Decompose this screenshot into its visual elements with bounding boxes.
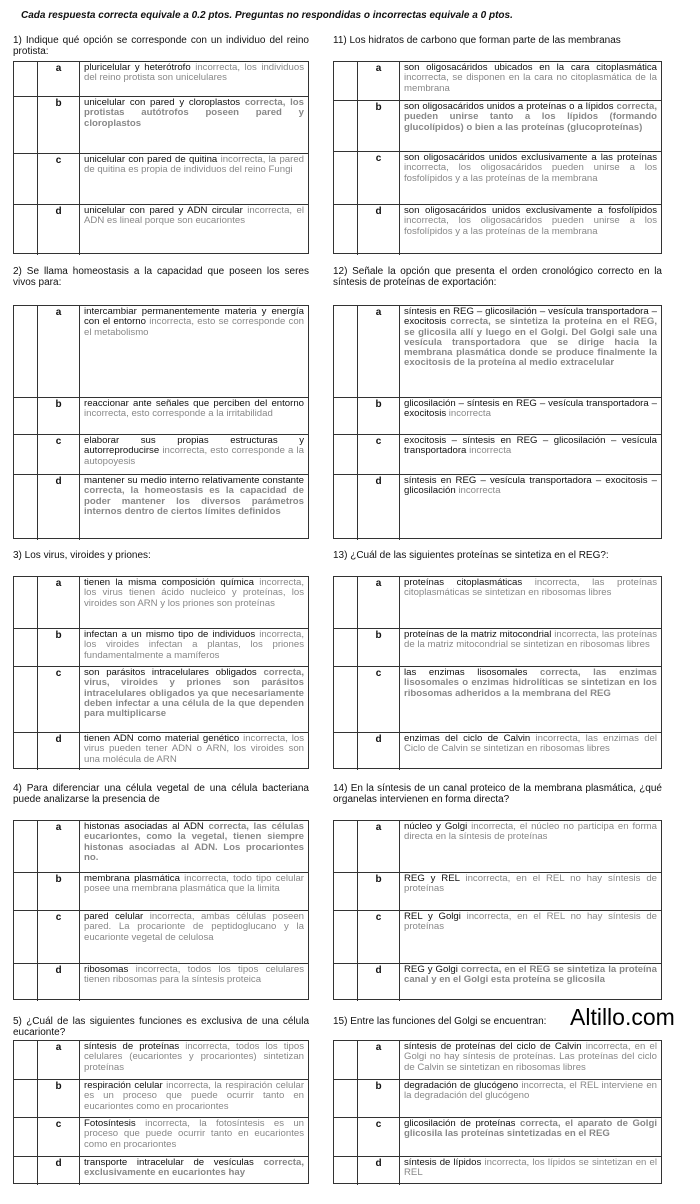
- option-answer: pared celular: [84, 912, 144, 922]
- option-letter: d: [358, 733, 400, 770]
- option-letter: d: [358, 205, 400, 255]
- option-text: [84, 630, 304, 661]
- option-text: [404, 1158, 657, 1179]
- answer-cell[interactable]: [14, 475, 38, 540]
- answer-cell[interactable]: [14, 873, 38, 910]
- incorrect-comment: incorrecta, la fotosíntesis es un proceso que puede ocurrir tanto en eucariontes como en procariontes: [84, 1119, 304, 1150]
- option-answer: síntesis en REG – glicosilación – vesícula transportadora – exocitosis: [404, 307, 657, 328]
- option-row[interactable]: [14, 821, 308, 872]
- question-title: 2) Se llama homeostasis a la capacidad que poseen los seres vivos para:: [13, 266, 309, 288]
- option-letter: c: [38, 667, 80, 732]
- option-answer: proteínas de la matriz mitocondrial: [404, 630, 552, 640]
- option-answer: núcleo y Golgi: [404, 822, 468, 832]
- answer-cell[interactable]: [14, 97, 38, 153]
- option-letter: c: [38, 154, 80, 204]
- question-title: 15) Entre las funciones del Golgi se encuentran:: [333, 1016, 547, 1027]
- option-row[interactable]: [334, 821, 661, 872]
- option-text: [404, 734, 657, 755]
- incorrect-comment: incorrecta, el ADN es lineal porque son eucariontes: [84, 206, 304, 227]
- question-options-table: [13, 1040, 309, 1184]
- question-title: 13) ¿Cuál de las siguientes proteínas se sintetiza en el REG?:: [333, 550, 609, 561]
- option-letter: a: [38, 62, 80, 96]
- option-row[interactable]: [334, 306, 661, 397]
- option-answer: elaborar sus propias estructuras y autorreproducirse: [84, 436, 304, 457]
- option-answer: reaccionar ante señales que perciben del entorno: [84, 399, 304, 409]
- option-letter: d: [358, 475, 400, 540]
- option-row[interactable]: [14, 732, 308, 770]
- option-answer: síntesis de proteínas del ciclo de Calvin: [404, 1042, 582, 1052]
- option-row[interactable]: [334, 910, 661, 963]
- option-letter: a: [38, 306, 80, 397]
- answer-cell[interactable]: [334, 1041, 358, 1079]
- option-text: [404, 102, 657, 133]
- answer-cell[interactable]: [14, 667, 38, 732]
- option-row[interactable]: [14, 628, 308, 666]
- option-letter: d: [358, 964, 400, 1001]
- correct-comment: correcta, la homeostasis es la capacidad de poder mantener los diversos parámetros internos dentro de ciertos límites definidos: [84, 485, 304, 517]
- option-row[interactable]: [14, 577, 308, 628]
- option-letter: b: [358, 873, 400, 910]
- incorrect-comment: incorrecta, todo tipo celular posee una membrana plasmática que la limita: [84, 874, 304, 895]
- question-options-table: [333, 61, 662, 254]
- option-row[interactable]: [334, 963, 661, 1001]
- option-answer: intercambiar permanentemente materia y energía con el entorno: [84, 307, 304, 328]
- correct-comment: correcta, las células eucariontes, como la vegetal, tienen siempre histonas asociadas al ADN. Los procariontes no.: [84, 822, 304, 863]
- option-letter: c: [38, 435, 80, 474]
- answer-cell[interactable]: [14, 154, 38, 204]
- answer-cell[interactable]: [14, 629, 38, 666]
- option-answer: exocitosis – síntesis en REG – glicosilación – vesícula transportadora: [404, 436, 657, 457]
- option-letter: a: [38, 577, 80, 628]
- option-row[interactable]: [14, 1079, 308, 1117]
- option-letter: d: [38, 733, 80, 770]
- option-letter: c: [358, 911, 400, 963]
- option-letter: a: [358, 1041, 400, 1079]
- answer-cell[interactable]: [334, 62, 358, 100]
- option-row[interactable]: [14, 1117, 308, 1156]
- option-text: [404, 1042, 657, 1073]
- option-answer: proteínas citoplasmáticas: [404, 578, 523, 588]
- option-answer: REG y Golgi: [404, 965, 458, 975]
- option-row[interactable]: [334, 62, 661, 100]
- incorrect-comment: incorrecta, el REL interviene en la degradación del glucógeno: [404, 1081, 657, 1102]
- incorrect-comment: incorrecta, las proteínas de la matriz mitocondrial se sintetizan en ribosomas libres: [404, 630, 657, 651]
- option-row[interactable]: [334, 397, 661, 434]
- answer-cell[interactable]: [334, 306, 358, 397]
- answer-cell[interactable]: [14, 306, 38, 397]
- option-text: [84, 822, 304, 863]
- incorrect-comment: incorrecta: [448, 408, 491, 420]
- answer-cell[interactable]: [14, 821, 38, 872]
- option-text: [404, 822, 657, 843]
- answer-cell[interactable]: [334, 1118, 358, 1156]
- option-letter: a: [38, 821, 80, 872]
- option-answer: síntesis de lípidos: [404, 1158, 482, 1168]
- option-letter: c: [358, 152, 400, 204]
- option-answer: mantener su medio interno relativamente constante: [84, 476, 304, 486]
- incorrect-comment: incorrecta, ambas células poseen pared. La procarionte de peptidoglucano y la eucarionte vegetal de celulosa: [84, 912, 304, 943]
- option-row[interactable]: [14, 872, 308, 910]
- question-options-table: [333, 820, 662, 1000]
- option-letter: d: [358, 1157, 400, 1185]
- answer-cell[interactable]: [334, 821, 358, 872]
- option-row[interactable]: [14, 204, 308, 255]
- option-row[interactable]: [14, 153, 308, 204]
- correct-comment: correcta, pueden unirse tanto a los lípidos (formando glucolípidos) o bien a las proteínas (glucoproteínas): [404, 102, 657, 133]
- option-text: [84, 1081, 304, 1112]
- option-row[interactable]: [14, 434, 308, 474]
- correct-comment: correcta, los protistas autótrofos poseen pared y cloroplastos: [84, 98, 304, 129]
- option-answer: REL y Golgi: [404, 912, 461, 922]
- incorrect-comment: incorrecta, en el REL no hay síntesis de proteínas: [404, 912, 657, 933]
- option-row[interactable]: [334, 474, 661, 540]
- option-answer: respiración celular: [84, 1081, 163, 1091]
- option-answer: glicosilación – síntesis en REG – vesícula transportadora – exocitosis: [404, 399, 657, 420]
- option-letter: a: [38, 1041, 80, 1079]
- option-row[interactable]: [334, 628, 661, 666]
- option-row[interactable]: [334, 1041, 661, 1079]
- option-answer: son parásitos intracelulares obligados: [84, 668, 257, 678]
- option-row[interactable]: [334, 1079, 661, 1117]
- answer-cell[interactable]: [334, 1080, 358, 1117]
- option-text: [404, 578, 657, 599]
- answer-cell[interactable]: [334, 435, 358, 474]
- question-options-table: [13, 576, 309, 769]
- question-options-table: [333, 576, 662, 769]
- option-text: [84, 399, 304, 420]
- incorrect-comment: incorrecta, los oligosacáridos pueden unirse a los fosfolípidos y a las proteínas de la membrana: [404, 215, 657, 237]
- option-letter: c: [358, 435, 400, 474]
- option-answer: son oligosacáridos unidos exclusivamente a las proteínas: [404, 153, 657, 163]
- answer-cell[interactable]: [14, 911, 38, 963]
- option-answer: unicelular con pared y ADN circular: [84, 206, 243, 216]
- incorrect-comment: incorrecta, los virus tienen ácido nucleico y proteínas, los viroides son ARN y los priones son proteínas: [84, 578, 304, 609]
- question-title: 1) Indique qué opción se corresponde con un individuo del reino protista:: [13, 35, 309, 57]
- option-answer: infectan a un mismo tipo de individuos: [84, 630, 256, 640]
- answer-cell[interactable]: [334, 1157, 358, 1185]
- option-answer: pluricelular y heterótrofo: [84, 63, 191, 73]
- option-row[interactable]: [14, 1041, 308, 1079]
- incorrect-comment: incorrecta, la respiración celular es un proceso que puede ocurrir tanto en eucariontes como en procariontes: [84, 1081, 304, 1112]
- option-letter: d: [38, 205, 80, 255]
- option-text: [84, 63, 304, 84]
- answer-cell[interactable]: [334, 577, 358, 628]
- answer-cell[interactable]: [334, 964, 358, 1001]
- option-row[interactable]: [14, 474, 308, 540]
- option-letter: a: [358, 62, 400, 100]
- option-row[interactable]: [334, 434, 661, 474]
- option-text: [84, 307, 304, 338]
- site-logo: Altillo.com: [570, 1004, 675, 1030]
- option-letter: b: [38, 629, 80, 666]
- incorrect-comment: incorrecta, las proteínas citoplasmáticas se sintetizan en ribosomas libres: [404, 578, 657, 599]
- correct-comment: correcta, las enzimas lisosomales o enzimas hidrolíticas se sintetizan en los ribosomas adheridos a la membrana del REG: [404, 668, 657, 699]
- incorrect-comment: incorrecta: [458, 485, 501, 497]
- incorrect-comment: incorrecta, esto se corresponde con el metabolismo: [84, 316, 304, 338]
- option-letter: d: [38, 475, 80, 540]
- option-letter: c: [358, 667, 400, 732]
- incorrect-comment: incorrecta, en el REL no hay síntesis de proteínas: [404, 874, 657, 895]
- option-letter: b: [358, 398, 400, 434]
- option-letter: b: [38, 398, 80, 434]
- incorrect-comment: incorrecta, los virus pueden tener ADN o ARN, los viroides son una molécula de ARN: [84, 734, 304, 765]
- option-text: [84, 912, 304, 943]
- option-answer: transporte intracelular de vesículas: [84, 1158, 254, 1168]
- option-letter: d: [38, 1157, 80, 1185]
- answer-cell[interactable]: [14, 1041, 38, 1079]
- answer-cell[interactable]: [334, 911, 358, 963]
- correct-comment: correcta, virus, viroides y priones son parásitos intracelulares obligados ya que necesariamente deben infectar a una célula de la que dependen para multiplicarse: [84, 668, 304, 720]
- option-answer: REG y REL: [404, 874, 460, 884]
- option-answer: degradación de glucógeno: [404, 1081, 519, 1091]
- option-text: [404, 668, 657, 699]
- option-answer: son oligosacáridos unidos exclusivamente a fosfolípidos: [404, 206, 657, 216]
- incorrect-comment: incorrecta, en el Golgi no hay síntesis de proteínas. Las proteínas del ciclo de Calvin se sintetizan en ribosomas libres: [404, 1042, 657, 1073]
- option-row[interactable]: [14, 963, 308, 1001]
- option-answer: enzimas del ciclo de Calvin: [404, 734, 531, 744]
- answer-cell[interactable]: [14, 62, 38, 96]
- option-letter: b: [358, 1080, 400, 1117]
- option-answer: unicelular con pared de quitina: [84, 155, 218, 165]
- answer-cell[interactable]: [14, 205, 38, 255]
- incorrect-comment: incorrecta, se disponen en la cara no citoplasmática de la membrana: [404, 72, 657, 94]
- option-text: [404, 399, 657, 420]
- option-text: [404, 965, 657, 986]
- option-text: [84, 1119, 304, 1150]
- option-answer: síntesis en REG – vesícula transportadora – exocitosis – glicosilación: [404, 476, 657, 497]
- option-text: [84, 436, 304, 467]
- question-title: 12) Señale la opción que presenta el orden cronológico correcto en la síntesis de proteínas de exportación:: [333, 266, 662, 288]
- option-row[interactable]: [334, 732, 661, 770]
- answer-cell[interactable]: [334, 398, 358, 434]
- option-letter: a: [358, 821, 400, 872]
- option-answer: síntesis de proteínas: [84, 1042, 180, 1052]
- answer-cell[interactable]: [334, 205, 358, 255]
- option-answer: las enzimas lisosomales: [404, 668, 528, 678]
- incorrect-comment: incorrecta, los lípidos se sintetizan en el REL: [404, 1158, 657, 1179]
- question-options-table: [13, 61, 309, 254]
- answer-cell[interactable]: [14, 1080, 38, 1117]
- page-header: Cada respuesta correcta equivale a 0.2 ptos. Preguntas no respondidas o incorrectas equivale a 0 ptos.: [21, 10, 513, 21]
- option-row[interactable]: [14, 306, 308, 397]
- option-answer: Fotosíntesis: [84, 1119, 136, 1129]
- incorrect-comment: incorrecta, los viroides infectan a plantas, los priones fundamentalmente a mamíferos: [84, 630, 304, 661]
- option-text: [404, 1119, 657, 1140]
- option-row[interactable]: [14, 96, 308, 153]
- option-text: [84, 578, 304, 609]
- incorrect-comment: incorrecta, los individuos del reino protista son unicelulares: [84, 63, 304, 84]
- answer-cell[interactable]: [334, 667, 358, 732]
- correct-comment: correcta, se sintetiza la proteína en el REG, se glicosila allí y luego en el Golgi. Del Golgi sale una vesícula transportadora que se dirige hacia la membrana plasmática donde se produce finalmente la exocitosis de la proteína al medio extracelular: [404, 316, 657, 369]
- option-text: [84, 155, 304, 176]
- option-text: [404, 630, 657, 651]
- answer-cell[interactable]: [14, 577, 38, 628]
- option-answer: son oligosacáridos unidos a proteínas o a lípidos: [404, 102, 614, 112]
- incorrect-comment: incorrecta, todos los tipos celulares tienen ribosomas para la síntesis proteica: [84, 965, 304, 986]
- option-text: [404, 874, 657, 895]
- option-row[interactable]: [14, 1156, 308, 1185]
- question-title: 4) Para diferenciar una célula vegetal de una célula bacteriana puede analizarse la presencia de: [13, 783, 309, 805]
- answer-cell[interactable]: [334, 101, 358, 151]
- option-letter: c: [358, 1118, 400, 1156]
- correct-comment: correcta, en el REG se sintetiza la proteína canal y en el Golgi esta proteína se glicosila: [404, 965, 657, 986]
- question-title: 5) ¿Cuál de las siguientes funciones es exclusiva de una célula eucarionte?: [13, 1016, 309, 1038]
- question-title: 14) En la síntesis de un canal proteico de la membrana plasmática, ¿qué organelas intervienen en forma directa?: [333, 783, 662, 805]
- option-text: [404, 63, 657, 94]
- incorrect-comment: incorrecta, la pared de quitina es propia de individuos del reino Fungi: [84, 155, 304, 176]
- option-row[interactable]: [334, 204, 661, 255]
- option-letter: a: [358, 306, 400, 397]
- option-row[interactable]: [334, 577, 661, 628]
- option-answer: histonas asociadas al ADN: [84, 822, 204, 832]
- option-letter: d: [38, 964, 80, 1001]
- incorrect-comment: incorrecta, esto corresponde a la irritabilidad: [84, 408, 273, 420]
- answer-cell[interactable]: [14, 1118, 38, 1156]
- option-text: [84, 206, 304, 227]
- incorrect-comment: incorrecta, las enzimas del Ciclo de Calvin se sintetizan en ribosomas libres: [404, 734, 657, 755]
- option-text: [84, 1158, 304, 1179]
- option-letter: c: [38, 911, 80, 963]
- question-options-table: [333, 1040, 662, 1184]
- answer-cell[interactable]: [14, 1157, 38, 1185]
- correct-comment: correcta, exclusivamente en eucariontes hay: [84, 1158, 304, 1179]
- option-answer: glicosilación de proteínas: [404, 1119, 516, 1129]
- incorrect-comment: incorrecta: [469, 445, 512, 457]
- answer-cell[interactable]: [334, 475, 358, 540]
- option-letter: c: [38, 1118, 80, 1156]
- option-row[interactable]: [334, 100, 661, 151]
- incorrect-comment: incorrecta, esto corresponde a la autopoyesis: [84, 445, 304, 467]
- option-row[interactable]: [14, 62, 308, 96]
- option-text: [404, 476, 657, 497]
- option-answer: tienen ADN como material genético: [84, 734, 240, 744]
- option-letter: a: [358, 577, 400, 628]
- answer-cell[interactable]: [334, 629, 358, 666]
- option-row[interactable]: [334, 872, 661, 910]
- option-letter: b: [358, 101, 400, 151]
- correct-comment: correcta, el aparato de Golgi glicosila las proteínas sintetizadas en el REG: [404, 1119, 657, 1140]
- option-letter: b: [38, 1080, 80, 1117]
- option-letter: b: [358, 629, 400, 666]
- option-text: [84, 1042, 304, 1073]
- option-letter: b: [38, 873, 80, 910]
- option-text: [404, 307, 657, 369]
- option-text: [84, 965, 304, 986]
- option-row[interactable]: [334, 666, 661, 732]
- answer-cell[interactable]: [14, 733, 38, 770]
- option-text: [84, 476, 304, 517]
- option-text: [404, 1081, 657, 1102]
- option-answer: unicelular con pared y cloroplastos: [84, 98, 241, 108]
- answer-cell[interactable]: [14, 398, 38, 434]
- option-row[interactable]: [334, 151, 661, 204]
- incorrect-comment: incorrecta, los oligosacáridos pueden unirse a los fosfolípidos y a las proteínas de la membrana: [404, 162, 657, 184]
- question-options-table: [13, 305, 309, 539]
- option-text: [404, 206, 657, 237]
- answer-cell[interactable]: [334, 733, 358, 770]
- incorrect-comment: incorrecta, el núcleo no participa en forma directa en la síntesis de proteínas: [404, 822, 657, 843]
- option-text: [404, 436, 657, 457]
- question-options-table: [333, 305, 662, 539]
- option-text: [404, 153, 657, 184]
- option-letter: b: [38, 97, 80, 153]
- question-options-table: [13, 820, 309, 1000]
- option-answer: membrana plasmática: [84, 874, 180, 884]
- answer-cell[interactable]: [14, 964, 38, 1001]
- answer-cell[interactable]: [334, 152, 358, 204]
- option-row[interactable]: [14, 666, 308, 732]
- incorrect-comment: incorrecta, todos los tipos celulares (eucariontes y procariontes) sintetizan proteínas: [84, 1042, 304, 1073]
- question-title: 11) Los hidratos de carbono que forman parte de las membranas: [333, 35, 621, 46]
- question-title: 3) Los virus, viroides y priones:: [13, 550, 151, 561]
- option-text: [84, 734, 304, 765]
- option-text: [84, 668, 304, 719]
- option-row[interactable]: [334, 1117, 661, 1156]
- answer-cell[interactable]: [14, 435, 38, 474]
- option-answer: ribosomas: [84, 965, 129, 975]
- option-answer: tienen la misma composición química: [84, 578, 254, 588]
- option-row[interactable]: [14, 910, 308, 963]
- option-row[interactable]: [334, 1156, 661, 1185]
- answer-cell[interactable]: [334, 873, 358, 910]
- option-row[interactable]: [14, 397, 308, 434]
- option-text: [84, 874, 304, 895]
- option-text: [84, 98, 304, 129]
- option-answer: son oligosacáridos ubicados en la cara citoplasmática: [404, 63, 657, 73]
- option-text: [404, 912, 657, 933]
